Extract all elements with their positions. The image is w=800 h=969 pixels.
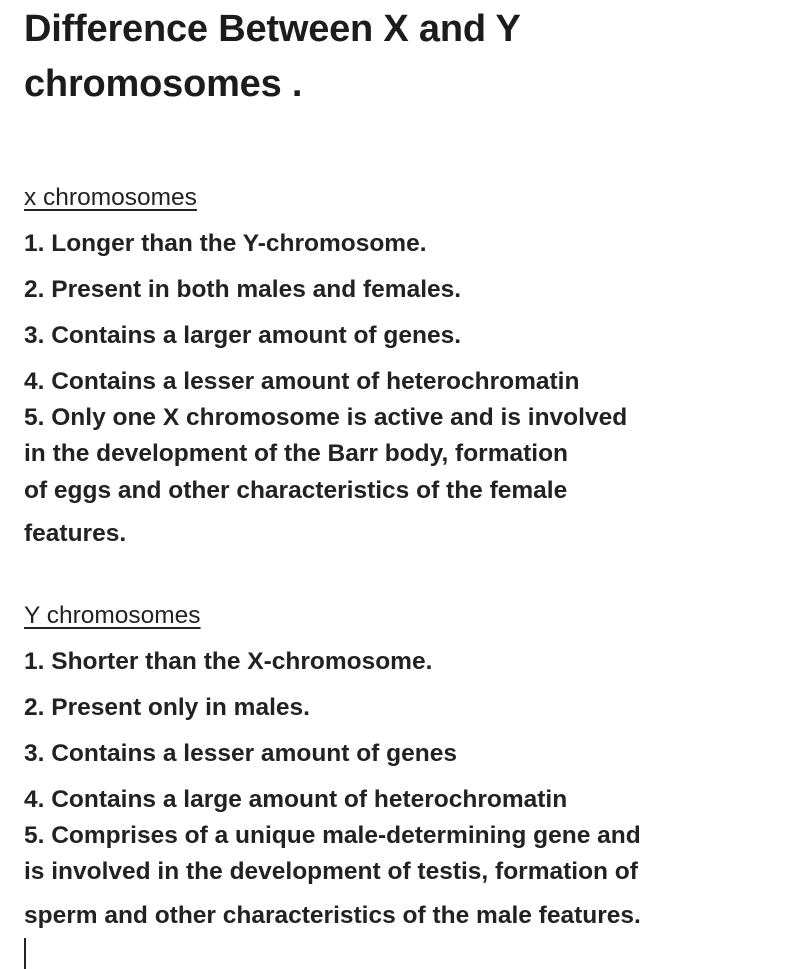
x-list-line: 3. Contains a larger amount of genes. [24,322,462,349]
y-list-line: 5. Comprises of a unique male-determining gene and [24,822,641,849]
x-list-line: 1. Longer than the Y-chromosome. [24,230,427,257]
x-list-line: of eggs and other characteristics of the female [24,477,568,504]
x-list-line: features. [24,520,127,547]
y-list-line: is involved in the development of testis, formation of [24,858,638,885]
x-list-line: 5. Only one X chromosome is active and is involved [24,404,628,431]
y-list-line: 2. Present only in males. [24,694,310,721]
y-list-line: 4. Contains a large amount of heterochromatin [24,786,568,813]
page-title: Difference Between X and Y chromosomes . [24,8,521,105]
text-cursor [24,938,26,969]
y-list-line: 1. Shorter than the X-chromosome. [24,648,433,675]
x-list-line: in the development of the Barr body, formation [24,440,569,467]
y-section-heading: Y chromosomes [24,602,201,629]
y-list-line: 3. Contains a lesser amount of genes [24,740,457,767]
y-list-line: sperm and other characteristics of the male features. [24,902,641,929]
x-section-heading: x chromosomes [24,184,197,211]
x-list-line: 2. Present in both males and females. [24,276,462,303]
x-list-line: 4. Contains a lesser amount of heterochromatin [24,368,580,395]
